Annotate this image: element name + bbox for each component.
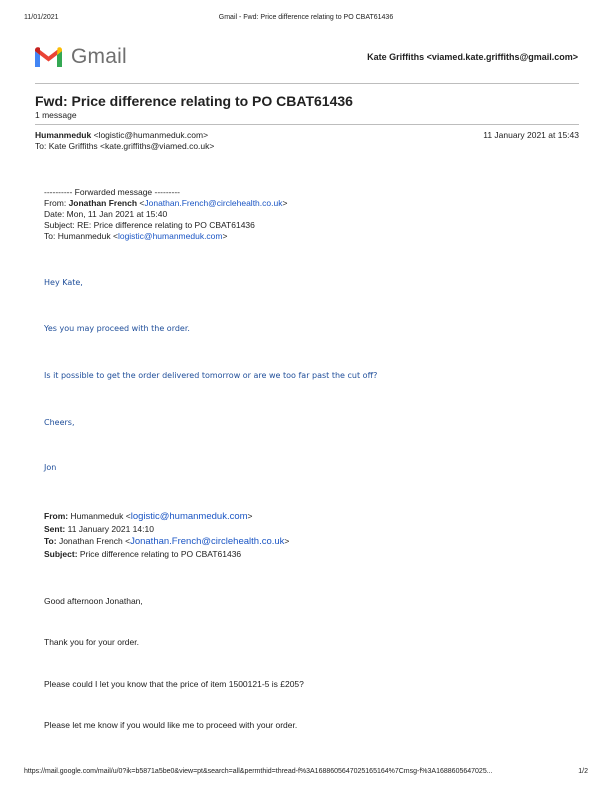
account-identity: Kate Griffiths <viamed.kate.griffiths@gmail.com> [367, 52, 578, 62]
reply-line-1: Yes you may proceed with the order. [44, 324, 190, 333]
message-date: 11 January 2021 at 15:43 [483, 130, 579, 140]
original-to-text: Jonathan French < [56, 536, 131, 546]
forwarded-from-label: From: [44, 198, 69, 208]
original-from-close: > [247, 511, 253, 521]
forwarded-to [44, 231, 287, 242]
forwarded-header [44, 187, 287, 242]
divider-top [35, 83, 579, 84]
footer-url: https://mail.google.com/mail/u/0?ik=b5871a5be0&view=pt&search=all&permthid=thread-f%3A1688605647025165164%7Cmsg-f%3A1688605647025... [24, 768, 493, 775]
sender-name: Humanmeduk [35, 130, 92, 140]
print-date: 11/01/2021 [24, 14, 59, 21]
original-to-label: To: [44, 536, 57, 546]
reply-line-2: Is it possible to get the order delivered tomorrow or are we too far past the cut off? [44, 371, 378, 380]
original-to [44, 535, 289, 548]
forwarded-from-name: Jonathan French [68, 198, 138, 208]
reply-signoff: Cheers, [44, 418, 75, 427]
original-from [44, 510, 289, 523]
original-header [44, 510, 289, 560]
original-subject-label: Subject: [44, 549, 78, 559]
original-body-line-4: Please let me know if you would like me to proceed with your order. [44, 720, 298, 730]
divider-middle [35, 124, 579, 125]
forwarded-from-email-link[interactable]: Jonathan.French@circlehealth.co.uk [144, 198, 283, 208]
forwarded-to-email-link[interactable]: logistic@humanmeduk.com [117, 231, 223, 241]
original-subject [44, 548, 289, 560]
gmail-m-icon [33, 45, 64, 69]
thread-subject: Fwd: Price difference relating to PO CBAT61436 [35, 93, 353, 109]
footer-page-number: 1/2 [578, 768, 588, 775]
forwarded-from [44, 198, 287, 209]
print-header [24, 14, 588, 26]
gmail-logo [33, 43, 131, 71]
message-count: 1 message [35, 110, 77, 120]
sender-email: <logistic@humanmeduk.com> [93, 130, 209, 140]
forwarded-separator: ---------- Forwarded message --------- [44, 187, 180, 197]
original-from-email-link[interactable]: logistic@humanmeduk.com [130, 511, 248, 522]
forwarded-date: Date: Mon, 11 Jan 2021 at 15:40 [44, 209, 168, 219]
forwarded-from-open: < [137, 198, 145, 208]
sender-line [35, 130, 208, 140]
original-sent [44, 523, 289, 535]
original-subject-text: Price difference relating to PO CBAT61436 [77, 549, 242, 559]
original-to-email-link[interactable]: Jonathan.French@circlehealth.co.uk [130, 536, 285, 547]
original-body-line-2: Thank you for your order. [44, 637, 139, 647]
original-sent-label: Sent: [44, 524, 66, 534]
recipient-line: To: Kate Griffiths <kate.griffiths@viamed.co.uk> [35, 141, 215, 151]
original-body-line-3: Please could I let you know that the price of item 1500121-5 is £205? [44, 679, 304, 689]
original-body-line-1: Good afternoon Jonathan, [44, 596, 143, 606]
forwarded-to-close: > [222, 231, 228, 241]
print-title: Gmail - Fwd: Price difference relating to PO CBAT61436 [218, 14, 394, 21]
original-from-label: From: [44, 511, 69, 521]
gmail-wordmark: Gmail [71, 45, 127, 68]
original-sent-text: 11 January 2021 14:10 [65, 524, 154, 534]
forwarded-subject: Subject: RE: Price difference relating to PO CBAT61436 [44, 220, 255, 230]
forwarded-from-close: > [282, 198, 288, 208]
reply-name: Jon [44, 463, 57, 472]
original-from-text: Humanmeduk < [68, 511, 131, 521]
forwarded-to-label: To: Humanmeduk < [44, 231, 118, 241]
original-to-close: > [284, 536, 290, 546]
reply-greeting: Hey Kate, [44, 278, 83, 287]
